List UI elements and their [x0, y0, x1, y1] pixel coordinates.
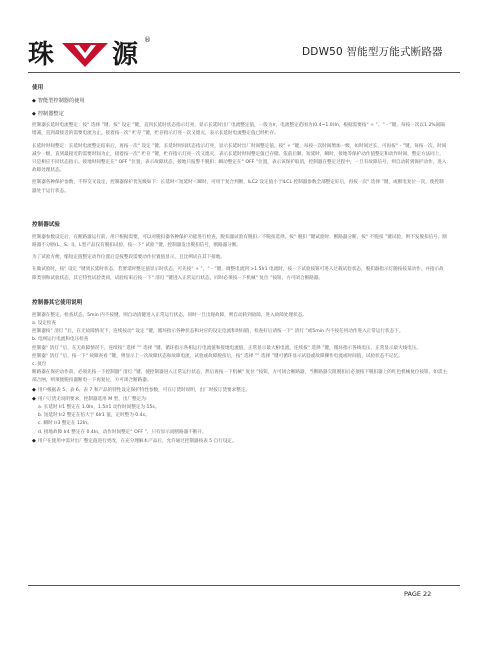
bullet-text: 用户订货无说明要求，控制器选用 M 型，出厂整定为：: [37, 396, 151, 402]
logo-char-1: 珠: [28, 40, 55, 70]
list-item: b. 短延时 Ir2 整定在倍大于 6Ir1 值，定时整为 0.4s。: [38, 413, 150, 419]
header-rule: [28, 72, 460, 73]
subheading: b. 电网运行电流和电压检查: [32, 337, 89, 343]
paragraph: 控制器“ 清灯 ”后，按一下“ 故障查看 ”键，则显示上一次故障状态和故障电流，试验或故障脱扣后，按“ 选择 ”“ 选择 ”键可循环显示试验或故障操作电流或时间值，试验状态不记忆。: [32, 353, 403, 359]
diamond-bullet-icon: ◆: [32, 437, 36, 444]
bullet-item: [32, 395, 448, 404]
paragraph: 断路器在保护动作前，必须先按一下控制器“ 清灯 ”键，使控制器进入正常运行状态，然后再按一下机械“ 复位 ”按钮，方可闭合断路器，当断路器欠阻脱扣后必须按下脱扣器上的红色机械复位按钮，如需主部合闸，则须使脱扣器断电一下再复位，方可闭合断路器。: [32, 370, 448, 384]
diamond-bullet-icon: ◆: [32, 98, 36, 104]
document-title: DDW50 智能型万能式断路器: [302, 46, 443, 58]
bullet-item: [32, 437, 448, 446]
page-number: PAGE 22: [404, 590, 432, 598]
paragraph: 控制器各种保护参数，不得交叉设定，控制器保护优先级如下：长延时＜短延时＜瞬时，可用于复合判断，ILC2 设定值小于ILCL 控制器参数全部整定好后，再按一次“ 选择 ”键，或断电复位一次，使控制器处于运行状态。: [32, 180, 444, 194]
diamond-bullet-icon: ◆: [32, 386, 36, 393]
paragraph: 在做试验时，按“ 设定 ”键到长延时状态，若要延时整定值显示时状态，可先按“ + ”、“ - ”键，调整电流到 >1.5Ir1 电流时，按一下试验按钮可进入过载试验状态，脱扣器指示灯随按按某动作，并指示故障类别和试验状态，其它特性试验类同，试验结束后按一下“ 清灯 ”键进入正常运行状态，同时必须按一下机械“ 复位 ”按钮，方可闭合断路器。: [32, 267, 444, 281]
paragraph: 控制器长延时电流整定：按“ 选择 ”键，按“ 设定 ”键，直到长延时状态指示灯亮，显示长延时出厂电流整定值，一般为Ir，电流整定范围为(0.4~1.0)In，根据需要按“ + ”、“ - ”键，每按一次以1 2%间隔增减，直到最接近的需要电流为止。接着按一次“ 贮存 ”键，贮存指示灯亮一次又熄灭，表示长延时电流整定值已经贮存。: [32, 123, 445, 137]
list-item: d. 接地故障 Ir4 整定在 0.4In，动作时间整定“ OFF ”，只有显示而断路器不断开。: [38, 429, 207, 435]
section-title-test: 控制器试验: [32, 221, 60, 228]
bullet-item: [32, 110, 448, 119]
brand-logo: [28, 40, 158, 70]
registered-mark: ®: [144, 36, 151, 44]
bullet-text: 智能型控制器的使用: [37, 98, 85, 104]
subheading: c. 复位: [32, 362, 47, 368]
paragraph: 控制器按“ 清灯 ”后，在无故障情况下，连续按动“ 设定 ”键，循环指示各种状态和对应的设定电流和时间值，检查好后请按一下“ 清灯 ”或5min 内不按任何动作进入正常运行状态下。: [32, 329, 404, 335]
main-content: [32, 84, 448, 446]
section-title-usage: 使用: [32, 85, 44, 91]
paragraph: 为了试验方便，缩短定值整定动作位置后是按整段需要动作位置值显示，且比例试在其下接地。: [32, 255, 225, 261]
paragraph: 控制器“ 清灯 ”后，在无故障情况下，连续按“ 选择 ”“ 选择 ”键，循环指示各相运行电流值和接地电流值，正常显示最大相电流，连续按“ 选择 ”键，循环指示各线电压，正常显示最大线电压。: [32, 345, 422, 351]
diamond-bullet-icon: ◆: [32, 110, 36, 117]
footer-rule: [28, 585, 460, 586]
logo-char-2: 源: [112, 40, 139, 70]
bullet-text: 控制器整定: [37, 110, 64, 117]
paragraph: 控制器在整定、检查状态，5min 内不按键，则自动清键进入正常运行状态，同时一旦出现故障，则自动转到故障，进入故障处理状态。: [32, 312, 307, 318]
list-item: a. 长延时 Ir1 整定在 1.0In，1.5Ir1 动作时间整定为 15s。: [38, 405, 160, 411]
list-item: c. 瞬时 Ir3 整定在 12In。: [38, 421, 92, 427]
subheading: a. 设定检查: [32, 321, 57, 327]
logo-emblem-icon: [62, 43, 108, 67]
bullet-text: 用户在使用中需对出厂整定值进行更改，在充分理解本产品后，允许通过控制器按表 5 自行设定。: [37, 438, 237, 444]
section-title-other: 控制器其它使用说明: [32, 299, 83, 306]
paragraph: 长延时时间整定：长延时电流整定结束后，再按一次“ 设定 ”键，长延时时间状态指示灯亮，显示长延时出厂时间整定值，按“ + ”键，每按一次时间增加一级，如时间过长，可再按“ - ”键，每按一次，时间减少一级，直到最接近的需要时间为止，接着按一次“ 贮存 ”键，贮存指示灯亮一次又熄灭，表示长延时时间整定值已存储。依前后顺，短延时，瞬时，接地等保护动作值整定和动作时间，整定方法同上，只是相应不同状态指示。接地时间整定在“ OFF ”位置，表示故障状态，接地只报警不脱扣；瞬动整定在“ OFF ”位置，表示该保护取消，控制器在整定过程中，一旦有故障信号，则自动转到保护动作，进入故障处理状态。: [32, 143, 447, 174]
bullet-text: 用户根据表 5、表 6、表 7 和产品的特性设定保护特性参数，可在订货时说明，出厂时按订货要求整定。: [37, 387, 251, 393]
paragraph: 控制器参数设定后，在断路器运行前，用户根据需要，可以对脱扣器各种保护功能进行检查，脱扣器试验有脱扣／不脱扣选择，按“ 脱扣 ”键试验时，断路器分断，按“ 不脱扣 ”键试验，则不发脱扣信号，断路器不分断(L、S、I)。L型产品仅有脱扣试验，按一下“ 试验 ”键，控制器发出脱扣信号，断路器分断。: [32, 234, 448, 249]
bullet-item: [32, 386, 448, 395]
bullet-item: [32, 97, 448, 106]
diamond-bullet-icon: ◆: [32, 395, 36, 402]
